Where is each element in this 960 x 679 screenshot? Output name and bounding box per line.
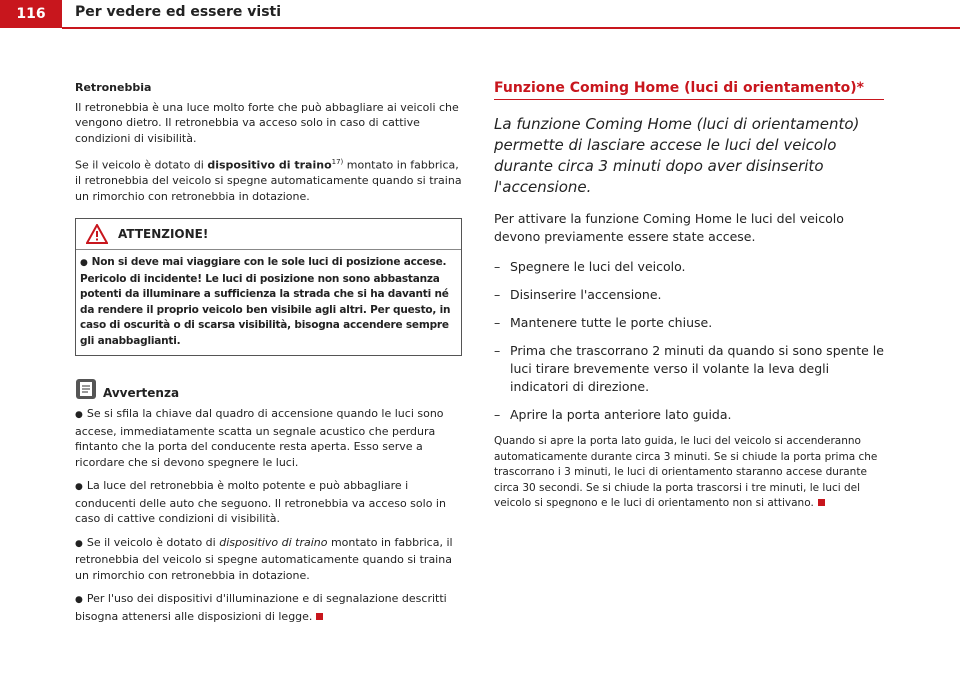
retronebbia-paragraph-1: Il retronebbia è una luce molto forte che può abbagliare ai veicoli che vengono dietro. Il retronebbia va acceso solo in caso di cattive condizioni di visibilità. [75,100,459,145]
note-bullet-2-text: La luce del retronebbia è molto potente e può abbagliare i conducenti delle auto che seguono. Il retronebbia va acceso solo in caso di cattive condizioni di visibilità. [75,479,446,526]
warning-header [76,219,461,250]
end-of-section-icon [316,613,323,620]
warning-triangle-icon [86,224,108,244]
step-item [494,258,884,276]
warning-box [75,218,462,356]
activation-paragraph: Per attivare la funzione Coming Home le luci del veicolo devono previamente essere state accese. [494,211,844,244]
step-text: Spegnere le luci del veicolo. [510,259,686,274]
retronebbia-heading: Retronebbia [75,81,152,94]
section-intro: La funzione Coming Home (luci di orientamento) permette di lasciare accese le luci del veicolo durante circa 3 minuti dopo aver disinserito l'accensione. [494,115,860,196]
step-text: Mantenere tutte le porte chiuse. [510,315,713,330]
note-b3-italic: dispositivo di traino [219,535,328,549]
bullet-icon: ● [80,258,88,269]
note-title: Avvertenza [103,386,180,401]
right-column [494,80,884,521]
note-header [75,378,462,402]
section-heading: Funzione Coming Home (luci di orientamento)* [494,80,884,100]
note-b3-pre: Se il veicolo è dotato di [86,535,220,549]
bullet-icon: ● [75,482,83,493]
retro-p2-bold: dispositivo di traino [207,158,332,172]
warning-body [76,250,461,355]
note-bullet-4 [75,591,462,624]
dash-marker: – [494,259,501,274]
section-body [494,210,884,424]
bullet-icon: ● [75,410,83,421]
dash-marker: – [494,287,501,302]
step-item [494,406,884,424]
bullet-icon: ● [75,538,83,549]
step-item [494,342,884,396]
warning-text: Non si deve mai viaggiare con le sole luci di posizione accese. Pericolo di incidente! Le luci di posizione non sono abbastanza potenti da illuminare a sufficienza la strada che si ha davanti né da rendere il proprio veicolo ben visibile agli altri. Per questo, in caso di oscurità o di scarsa visibilità, bisogna accendere sempre gli anabbaglianti. [80,256,451,347]
note-bullet-1-text: Se si sfila la chiave dal quadro di accensione quando le luci sono accese, immediatamente scatta un segnale acustico che perdura fintanto che la porta del conducente resta aperta. Esso serve a ricordare che si devono spegnere le luci. [75,407,444,469]
footnote-ref[interactable]: 17) [331,158,344,166]
note-bullet-1 [75,406,462,470]
end-of-section-icon [818,499,825,506]
dash-marker: – [494,343,501,358]
step-item [494,286,884,304]
closing-text: Quando si apre la porta lato guida, le luci del veicolo si accenderanno automaticamente durante circa 3 minuti. Se si chiude la porta prima che trascorrano i 3 minuti, le luci di orientamento staranno accese durante circa 30 secondi. Se si chiude la porta trascorsi i tre minuti, le luci del veicolo si spegnono e le luci di orientamento non si attivano. [494,435,878,509]
warning-title: ATTENZIONE! [118,227,209,242]
header-rule [62,27,960,29]
dash-marker: – [494,407,501,422]
running-title: Per vedere ed essere visti [75,4,282,20]
left-column [75,80,462,632]
page-number: 116 [0,0,62,28]
step-item [494,314,884,332]
note-icon [75,378,97,400]
page-header [0,0,960,34]
bullet-icon: ● [75,595,83,606]
retro-p2-post: montato in fabbrica, il retronebbia del veicolo si spegne automaticamente quando si traina un rimorchio con retronebbia in dotazione. [75,158,462,203]
step-text: Prima che trascorrano 2 minuti da quando si sono spente le luci tirare brevemente verso il volante la leva degli indicatori di direzione. [510,343,884,394]
note-bullet-2 [75,478,462,527]
note-b3-post: montato in fabbrica, il retronebbia del veicolo si spegne automaticamente quando si traina un rimorchio con retronebbia in dotazione. [75,535,453,582]
dash-marker: – [494,315,501,330]
retronebbia-paragraph-2 [75,155,462,204]
step-text: Aprire la porta anteriore lato guida. [510,407,732,422]
step-text: Disinserire l'accensione. [510,287,662,302]
note-bullet-4-text: Per l'uso dei dispositivi d'illuminazione e di segnalazione descritti bisogna attenersi alle disposizioni di legge. [75,592,447,623]
closing-paragraph [494,434,884,512]
note-bullet-3 [75,535,462,584]
retro-p2-pre: Se il veicolo è dotato di [75,158,208,172]
